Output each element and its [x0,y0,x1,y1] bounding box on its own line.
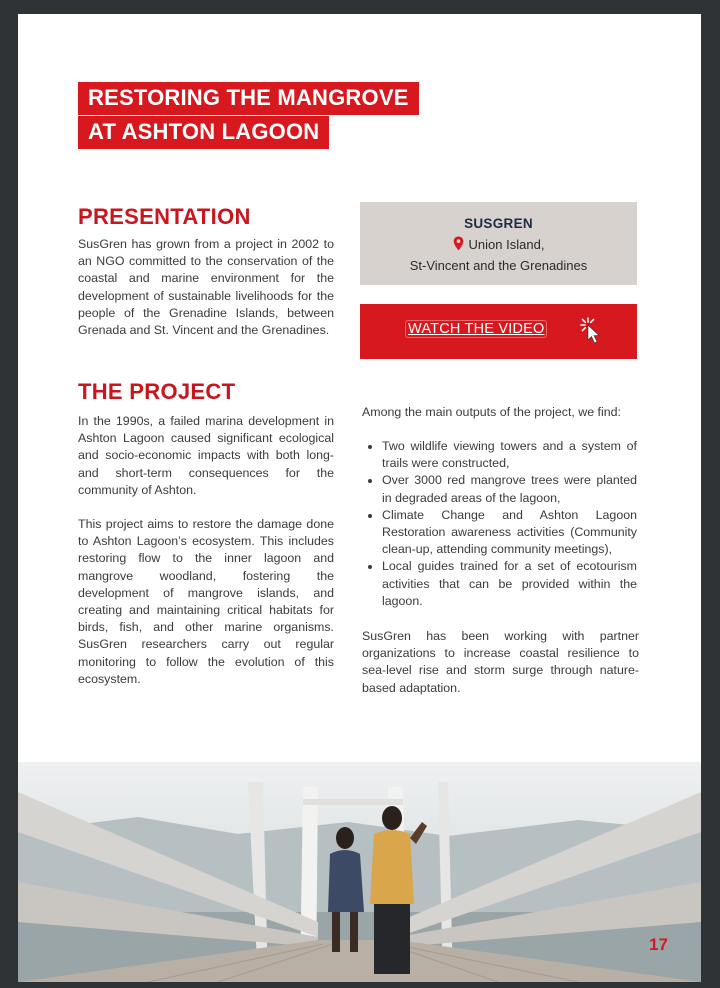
page-number: 17 [649,935,668,954]
click-cursor-icon [578,316,606,351]
presentation-text: SusGren has grown from a project in 2002 to an NGO committed to the conservation of the coastal and marine environment for the development of sustainable livelihoods for the people of the Grenadine Islands, between Grenada and St. Vincent and the Grenadines. [78,237,334,338]
outputs-list [360,438,637,610]
bridge-photo [18,762,701,982]
organization-location [360,235,637,275]
project-paragraph-2: This project aims to restore the damage done to Ashton Lagoon’s ecosystem. This includes restoring flow to the inner lagoon and mangrove woodland, fostering the development of mangrove islands, and creating and maintaining critical habitats for birds, fish, and other marine organisms. SusGren researchers carry out regular monitoring to follow the evolution of this ecosystem. [78,517,334,686]
watch-video-button[interactable] [360,304,637,359]
title-line-1: RESTORING THE MANGROVE [78,82,419,115]
list-item: • Climate Change and Ashton Lagoon Restoration awareness activities (Community clean-up, attending community meetings), [382,507,637,559]
list-item: • Local guides trained for a set of ecotourism activities that can be provided within the lagoon. [382,558,637,610]
organization-info-card [360,202,637,285]
location-pin-icon [453,236,464,256]
outputs-intro: Among the main outputs of the project, we find: [362,405,621,419]
location-line-1: Union Island, [468,237,545,252]
list-item: • Over 3000 red mangrove trees were planted in degraded areas of the lagoon, [382,472,637,506]
watch-video-link[interactable]: WATCH THE VIDEO [405,320,547,338]
presentation-heading: PRESENTATION [78,204,251,229]
list-item: • Two wildlife viewing towers and a system of trails were constructed, [382,438,637,472]
project-paragraph-1: In the 1990s, a failed marina development in Ashton Lagoon caused significant ecological and socio-economic impacts with both long- and short-term consequences for the community of Ashton. [78,414,334,497]
location-line-2: St-Vincent and the Grenadines [409,258,588,273]
project-heading: THE PROJECT [78,379,236,404]
title-line-2: AT ASHTON LAGOON [78,116,329,149]
organization-name: SUSGREN [464,216,533,231]
outputs-closing: SusGren has been working with partner organizations to increase coastal resilience to sea-level rise and storm surge through nature-based adaptation. [362,629,639,695]
document-page [18,14,701,982]
